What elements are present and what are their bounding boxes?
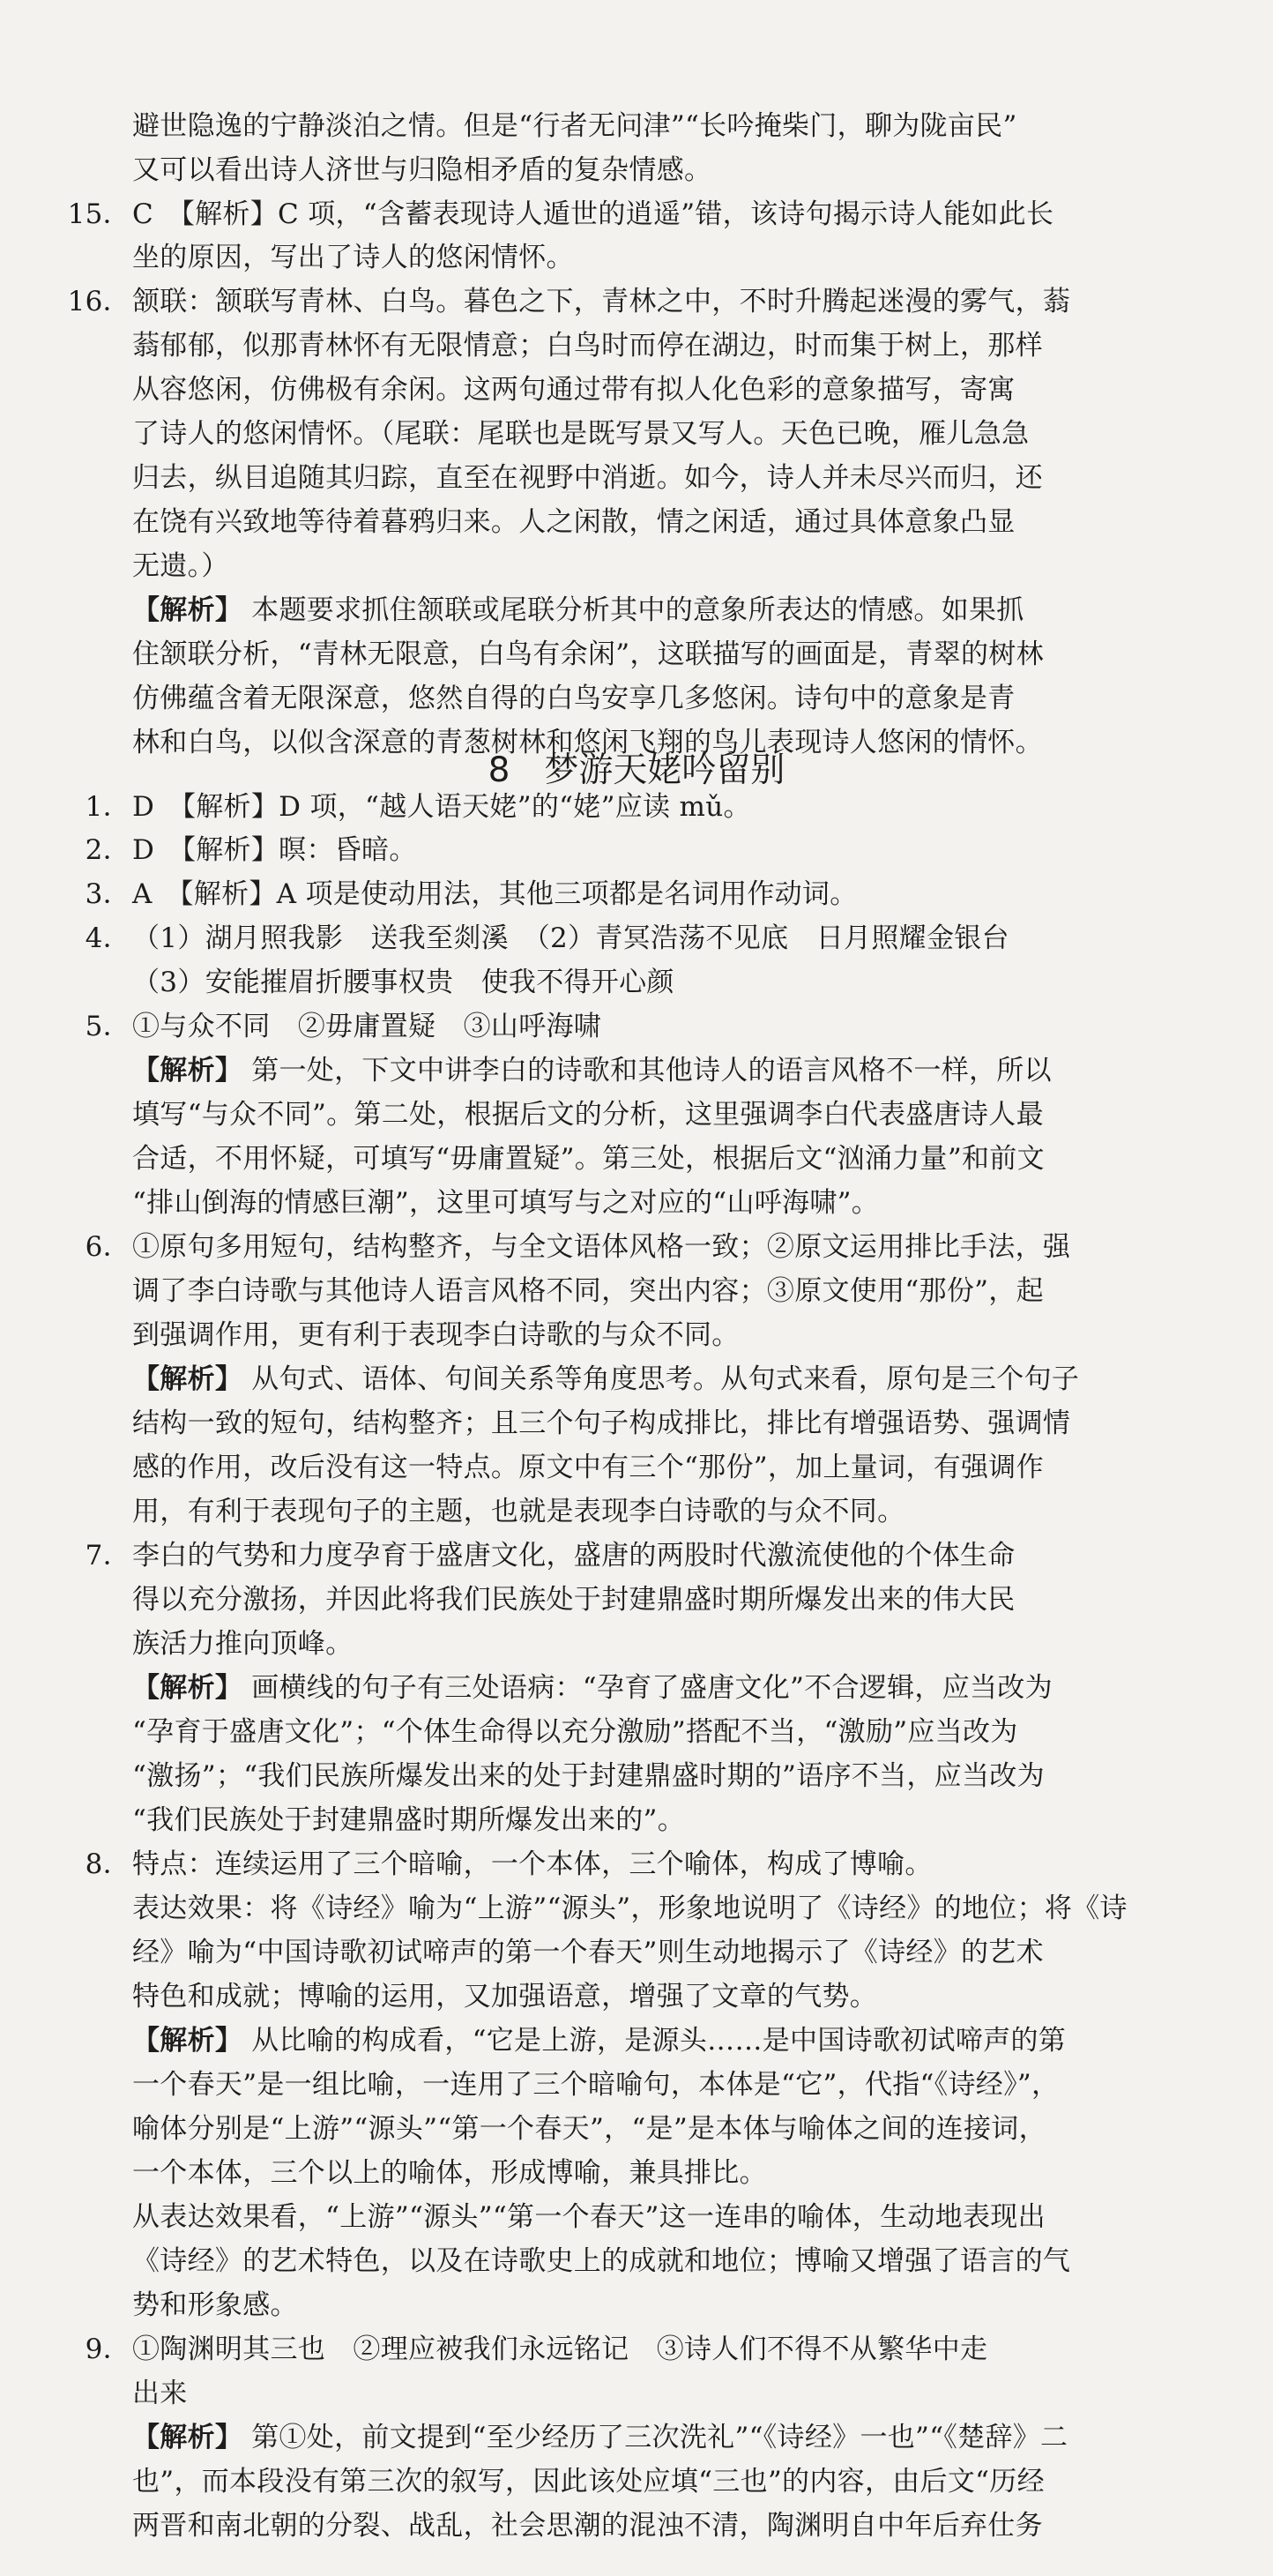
text-line — [132, 244, 574, 272]
section-title: 8 梦游天姥吟留别 — [488, 750, 785, 790]
analysis-tag: 【解析】 — [132, 1055, 243, 1086]
answer-text: 特色和成就；博喻的运用，又加强语意，增强了文章的气势。 — [132, 1981, 878, 2012]
answer-text: 从容悠闲，仿佛极有余闲。这两句通过带有拟人化色彩的意象描写，寄寓 — [132, 374, 1016, 406]
question-number: 6． — [85, 1231, 130, 1263]
text-line — [132, 1143, 1045, 1175]
answer-text: ①原句多用短句，结构整齐，与全文语体风格一致；②原文运用排比手法，强 — [132, 1231, 1071, 1263]
text-line — [132, 110, 1017, 142]
question-number: 5． — [85, 1011, 130, 1042]
question-number: 8． — [85, 1848, 130, 1880]
answer-text: 本题要求抓住颔联或尾联分析其中的意象所表达的情感。如果抓 — [251, 594, 1024, 626]
question-number: 3． — [85, 878, 130, 910]
text-line — [132, 1584, 1016, 1616]
text-line — [132, 1407, 1071, 1439]
answer-text: 经》喻为“中国诗歌初试啼声的第一个春天”则生动地揭示了《诗经》的艺术 — [132, 1937, 1044, 1968]
text-line — [132, 1628, 354, 1660]
text-line — [132, 1939, 1044, 1967]
text-line — [132, 2113, 1046, 2145]
answer-text: （1）湖月照我影 送我至剡溪 （2）青冥浩荡不见底 日月照耀金银台 — [132, 922, 1009, 954]
text-line — [132, 154, 712, 186]
answer-text: 出来 — [132, 2378, 188, 2409]
answer-text: 到强调作用，更有利于表现李白诗歌的与众不同。 — [132, 1319, 740, 1351]
answer-text: 仿佛蕴含着无限深意，悠然自得的白鸟安享几多悠闲。诗句中的意象是青 — [132, 683, 1016, 714]
answer-text: 蓊郁郁，似那青林怀有无限情意；白鸟时而停在湖边，时而集于树上，那样 — [132, 330, 1043, 362]
answer-text: 从表达效果看，“上游”“源头”“第一个春天”这一连串的喻体，生动地表现出 — [132, 2201, 1046, 2233]
text-line — [132, 1101, 1044, 1129]
text-line — [132, 1804, 685, 1836]
answer-text: 一个本体，三个以上的喻体，形成博喻，兼具排比。 — [132, 2157, 767, 2189]
text-line — [132, 1363, 1080, 1395]
answer-text: 第一处，下文中讲李白的诗歌和其他诗人的语言风格不一样，所以 — [251, 1055, 1052, 1086]
text-line — [132, 2380, 188, 2408]
answer-text: 第①处，前文提到“至少经历了三次洗礼”“《诗经》一也”“《楚辞》二 — [251, 2422, 1068, 2453]
text-line — [132, 1716, 1018, 1748]
answer-text: 也”，而本段没有第三次的叙写，因此该处应填“三也”的内容，由后文“历经 — [132, 2466, 1045, 2498]
text-line — [132, 2424, 1068, 2452]
answer-text: 两晋和南北朝的分裂、战乱，社会思潮的混浊不清，陶渊明自中年后弃仕务 — [132, 2510, 1043, 2542]
answer-text: 归去，纵目追随其归踪，直至在视野中消逝。如今，诗人并未尽兴而归，还 — [132, 462, 1043, 494]
answer-text: 了诗人的悠闲情怀。（尾联：尾联也是既写景又写人。天色已晚，雁儿急急 — [132, 418, 1030, 450]
text-line — [132, 1057, 1052, 1085]
text-line — [132, 2027, 1066, 2055]
answer-text: “孕育于盛唐文化”；“个体生命得以充分激励”搭配不当，“激励”应当改为 — [132, 1716, 1018, 1748]
text-line — [132, 638, 1044, 670]
answer-text: 一个春天”是一组比喻，一连用了三个暗喻句，本体是“它”，代指“《诗经》”， — [132, 2069, 1060, 2101]
answer-text: 住颔联分析，“青林无限意，白鸟有余闲”，这联描写的画面是，青翠的树林 — [132, 638, 1044, 670]
text-line — [132, 2201, 1046, 2233]
text-line — [132, 2510, 1043, 2542]
text-line — [132, 1275, 1044, 1307]
text-line — [132, 1760, 1045, 1792]
text-line — [132, 1498, 904, 1526]
text-line — [132, 2157, 767, 2189]
text-line — [132, 374, 1016, 406]
answer-text: “激扬”；“我们民族所爆发出来的处于封建鼎盛时期的”语序不当，应当改为 — [132, 1760, 1045, 1792]
question-number: 2． — [85, 834, 130, 866]
analysis-tag: 【解析】 — [132, 1672, 243, 1704]
answer-text: 合适，不用怀疑，可填写“毋庸置疑”。第三处，根据后文“汹涌力量”和前文 — [132, 1143, 1045, 1175]
text-line — [132, 2069, 1060, 2101]
answer-text: （3）安能摧眉折腰事权贵 使我不得开心颜 — [132, 967, 674, 998]
text-line — [132, 1672, 1053, 1704]
text-line — [132, 729, 1043, 757]
text-line — [132, 418, 1030, 450]
answer-text: 喻体分别是“上游”“源头”“第一个春天”，“是”是本体与喻体之间的连接词， — [132, 2113, 1046, 2145]
text-line — [132, 1895, 1128, 1923]
question-number: 16． — [67, 286, 130, 317]
answer-text: 表达效果：将《诗经》喻为“上游”“源头”，形象地说明了《诗经》的地位；将《诗 — [132, 1893, 1128, 1924]
answer-text: D 【解析】D 项，“越人语天姥”的“姥”应读 mǔ。 — [132, 791, 751, 823]
answer-text: 填写“与众不同”。第二处，根据后文的分析，这里强调李白代表盛唐诗人最 — [132, 1099, 1044, 1131]
answer-text: 从比喻的构成看，“它是上游，是源头……是中国诗歌初试啼声的第 — [251, 2025, 1067, 2057]
answer-text: 用，有利于表现句子的主题，也就是表现李白诗歌的与众不同。 — [132, 1496, 905, 1527]
answer-text: C 【解析】C 项，“含蓄表现诗人遁世的逍遥”错，该诗句揭示诗人能如此长 — [132, 198, 1054, 230]
answer-text: 《诗经》的艺术特色，以及在诗歌史上的成就和地位；博喻又增强了语言的气 — [132, 2245, 1071, 2277]
text-line — [132, 2468, 1045, 2496]
answer-text: 特点：连续运用了三个暗喻，一个本体，三个喻体，构成了博喻。 — [132, 1848, 933, 1880]
question-number: 4． — [85, 922, 130, 954]
answer-text: ①陶渊明其三也 ②理应被我们永远铭记 ③诗人们不得不从繁华中走 — [132, 2333, 988, 2365]
answer-text: D 【解析】暝：昏暗。 — [132, 834, 417, 866]
analysis-tag: 【解析】 — [132, 2422, 243, 2453]
answer-text: 画横线的句子有三处语病：“孕育了盛唐文化”不合逻辑，应当改为 — [251, 1672, 1053, 1704]
text-line — [132, 1983, 877, 2011]
answer-text: 势和形象感。 — [132, 2289, 298, 2321]
answer-text: ①与众不同 ②毋庸置疑 ③山呼海啸 — [132, 1011, 602, 1042]
text-line — [132, 2245, 1071, 2277]
text-line — [132, 550, 229, 582]
answer-text: 李白的气势和力度孕育于盛唐文化，盛唐的两股时代激流使他的个体生命 — [132, 1540, 1016, 1572]
text-line — [132, 969, 674, 997]
answer-text: 从句式、语体、句间关系等角度思考。从句式来看，原句是三个句子 — [251, 1363, 1080, 1395]
text-line — [132, 462, 1043, 494]
analysis-tag: 【解析】 — [132, 2025, 243, 2057]
text-line — [132, 1454, 1044, 1482]
answer-text: A 【解析】A 项是使动用法，其他三项都是名词用作动词。 — [132, 878, 858, 910]
text-line — [132, 2289, 298, 2321]
text-line — [132, 506, 1016, 538]
question-number: 1． — [85, 791, 130, 823]
text-line — [132, 1319, 740, 1351]
answer-text: 坐的原因，写出了诗人的悠闲情怀。 — [132, 242, 574, 273]
answer-text: 颔联：颔联写青林、白鸟。暮色之下，青林之中，不时升腾起迷漫的雾气，蓊 — [132, 286, 1071, 317]
answer-text: “我们民族处于封建鼎盛时期所爆发出来的”。 — [132, 1804, 685, 1836]
analysis-tag: 【解析】 — [132, 594, 243, 626]
answer-text: “排山倒海的情感巨潮”，这里可填写与之对应的“山呼海啸”。 — [132, 1187, 880, 1219]
answer-text: 调了李白诗歌与其他诗人语言风格不同，突出内容；③原文使用“那份”，起 — [132, 1275, 1044, 1307]
answer-text: 感的作用，改后没有这一特点。原文中有三个“那份”，加上量词，有强调作 — [132, 1452, 1044, 1483]
answer-text: 避世隐逸的宁静淡泊之情。但是“行者无问津”“长吟掩柴门，聊为陇亩民” — [132, 110, 1017, 142]
question-number: 7． — [85, 1540, 130, 1572]
answer-text: 族活力推向顶峰。 — [132, 1628, 354, 1660]
question-number: 9． — [85, 2333, 130, 2365]
text-line — [132, 332, 1043, 360]
answer-text: 在饶有兴致地等待着暮鸦归来。人之闲散，情之闲适，通过具体意象凸显 — [132, 506, 1016, 538]
text-line — [132, 594, 1024, 626]
question-number: 15． — [67, 198, 130, 230]
answer-text: 结构一致的短句，结构整齐；且三个句子构成排比，排比有增强语势、强调情 — [132, 1407, 1071, 1439]
analysis-tag: 【解析】 — [132, 1363, 243, 1395]
answer-text: 得以充分激扬，并因此将我们民族处于封建鼎盛时期所爆发出来的伟大民 — [132, 1584, 1016, 1616]
answer-text: 又可以看出诗人济世与归隐相矛盾的复杂情感。 — [132, 154, 712, 186]
answer-text: 无遗。） — [132, 550, 229, 582]
answer-text: 林和白鸟，以似含深意的青葱树林和悠闲飞翔的鸟儿表现诗人悠闲的情怀。 — [132, 727, 1043, 758]
text-line — [132, 685, 1016, 713]
text-line — [132, 1187, 880, 1219]
